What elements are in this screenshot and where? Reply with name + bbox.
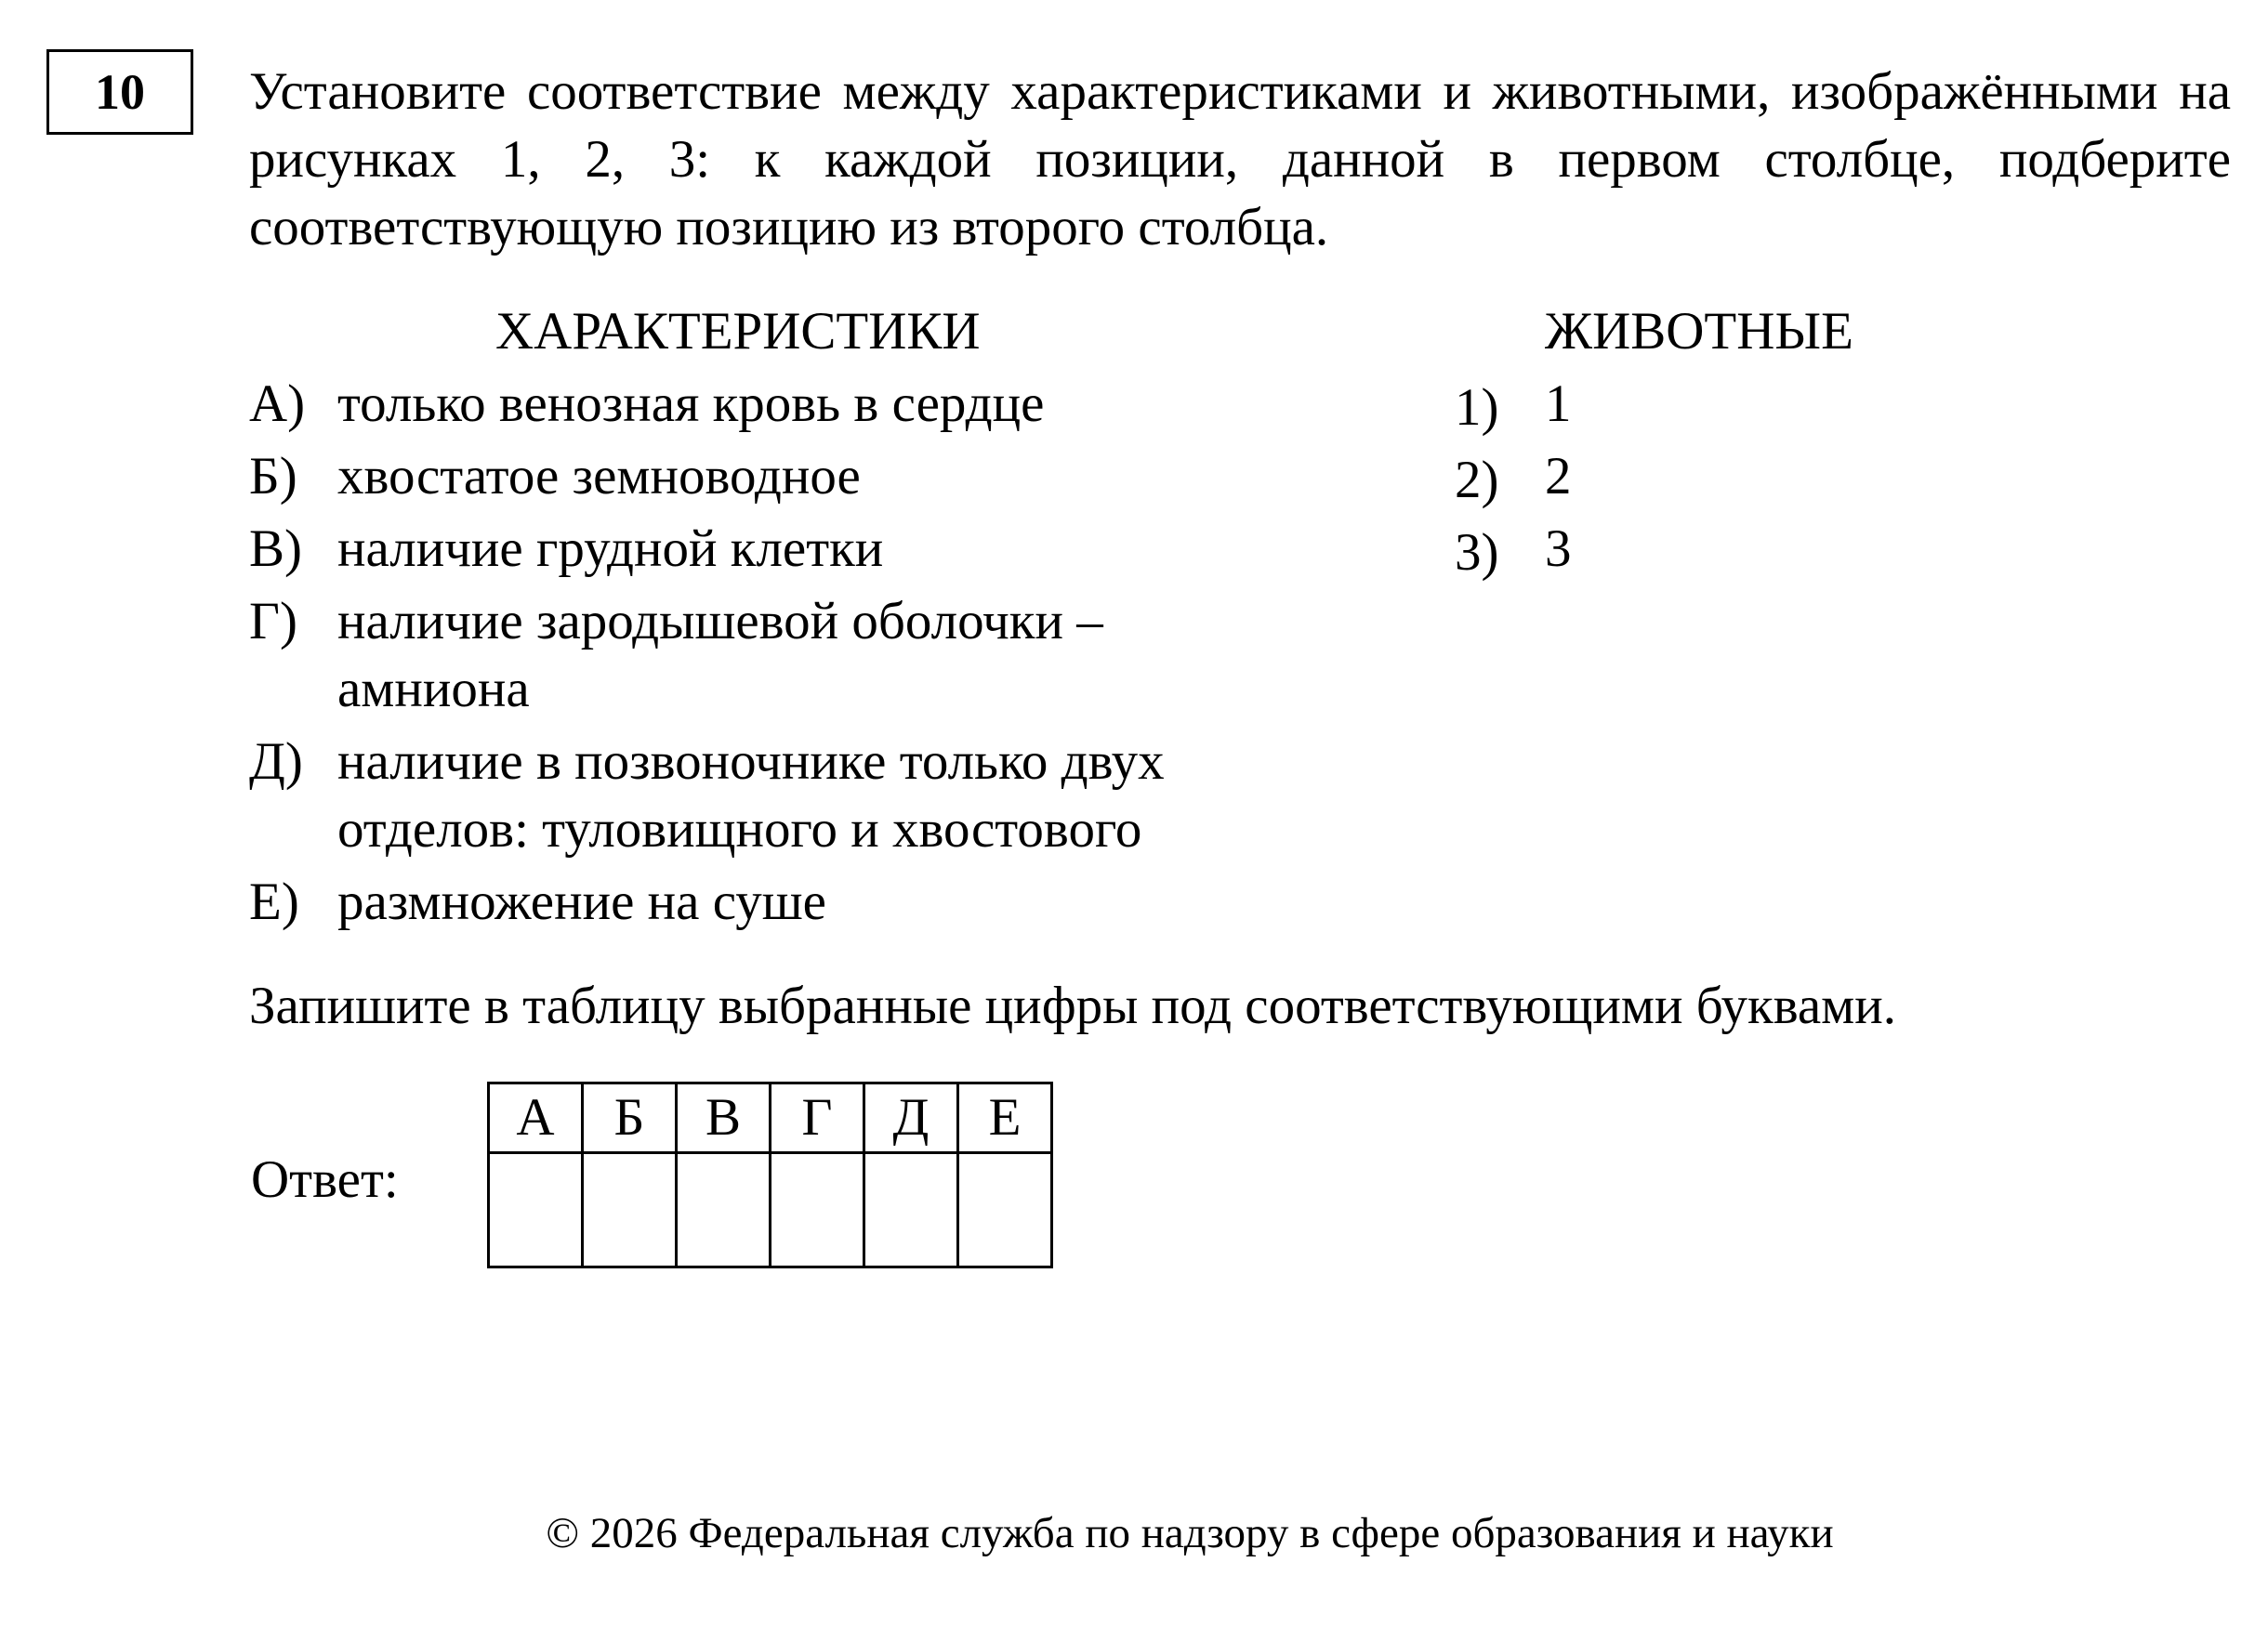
answer-header-cell: Д	[864, 1083, 958, 1153]
animals-list	[1455, 370, 1572, 587]
answer-label: Ответ:	[251, 1150, 399, 1209]
characteristic-item	[249, 868, 1299, 936]
item-text: только венозная кровь в сердце	[337, 374, 1045, 433]
characteristics-list	[249, 370, 1299, 940]
animal-number: 1)	[1455, 378, 1499, 437]
item-letter: А)	[249, 374, 306, 433]
characteristic-item	[249, 370, 1299, 438]
answer-input-row	[489, 1153, 1052, 1267]
answer-cell[interactable]	[677, 1153, 771, 1267]
answer-header-cell: В	[677, 1083, 771, 1153]
animal-value: 3	[1545, 519, 1572, 578]
item-text: размножение на суше	[337, 873, 826, 931]
animal-number: 3)	[1455, 523, 1499, 582]
characteristic-item	[249, 587, 1299, 723]
answer-cell[interactable]	[489, 1153, 583, 1267]
question-number-box	[46, 49, 193, 135]
item-letter: Е)	[249, 873, 299, 931]
animal-item	[1455, 370, 1572, 438]
answer-cell[interactable]	[583, 1153, 677, 1267]
animals-heading: ЖИВОТНЫЕ	[1545, 302, 1853, 361]
question-number: 10	[95, 64, 145, 120]
animal-item	[1455, 442, 1572, 510]
item-letter: Г)	[249, 592, 297, 650]
answer-header-cell: Г	[771, 1083, 864, 1153]
answer-header-cell: Б	[583, 1083, 677, 1153]
answer-header-cell: Е	[958, 1083, 1052, 1153]
answer-cell[interactable]	[864, 1153, 958, 1267]
animal-value: 2	[1545, 447, 1572, 505]
item-text: наличие в позвоночнике только двух отделов: туловищного и хвостового	[337, 732, 1165, 859]
instruction-text: Запишите в таблицу выбранные цифры под соответствующими буквами.	[249, 977, 1897, 1035]
answer-header-row	[489, 1083, 1052, 1153]
answer-cell[interactable]	[958, 1153, 1052, 1267]
characteristic-item	[249, 515, 1299, 583]
question-prompt: Установите соответствие между характеристиками и животными, изображёнными на рисунках 1, 2, 3: к каждой позиции, данной в первом столбце, подберите соответствующую позицию из второго столбца.	[249, 62, 2231, 256]
characteristics-heading: ХАРАКТЕРИСТИКИ	[495, 302, 981, 361]
item-text: наличие зародышевой оболочки – амниона	[337, 592, 1103, 718]
item-letter: Б)	[249, 447, 297, 505]
item-text: наличие грудной клетки	[337, 519, 884, 578]
copyright-footer: © 2026 Федеральная служба по надзору в сфере образования и науки	[546, 1509, 1834, 1557]
characteristic-item	[249, 728, 1299, 863]
animal-item	[1455, 515, 1572, 583]
animal-number: 2)	[1455, 451, 1499, 509]
item-letter: В)	[249, 519, 302, 578]
answer-cell[interactable]	[771, 1153, 864, 1267]
characteristic-item	[249, 442, 1299, 510]
item-letter: Д)	[249, 732, 303, 791]
answer-header-cell: А	[489, 1083, 583, 1153]
item-text: хвостатое земноводное	[337, 447, 861, 505]
answer-table	[487, 1082, 1053, 1268]
animal-value: 1	[1545, 374, 1572, 433]
